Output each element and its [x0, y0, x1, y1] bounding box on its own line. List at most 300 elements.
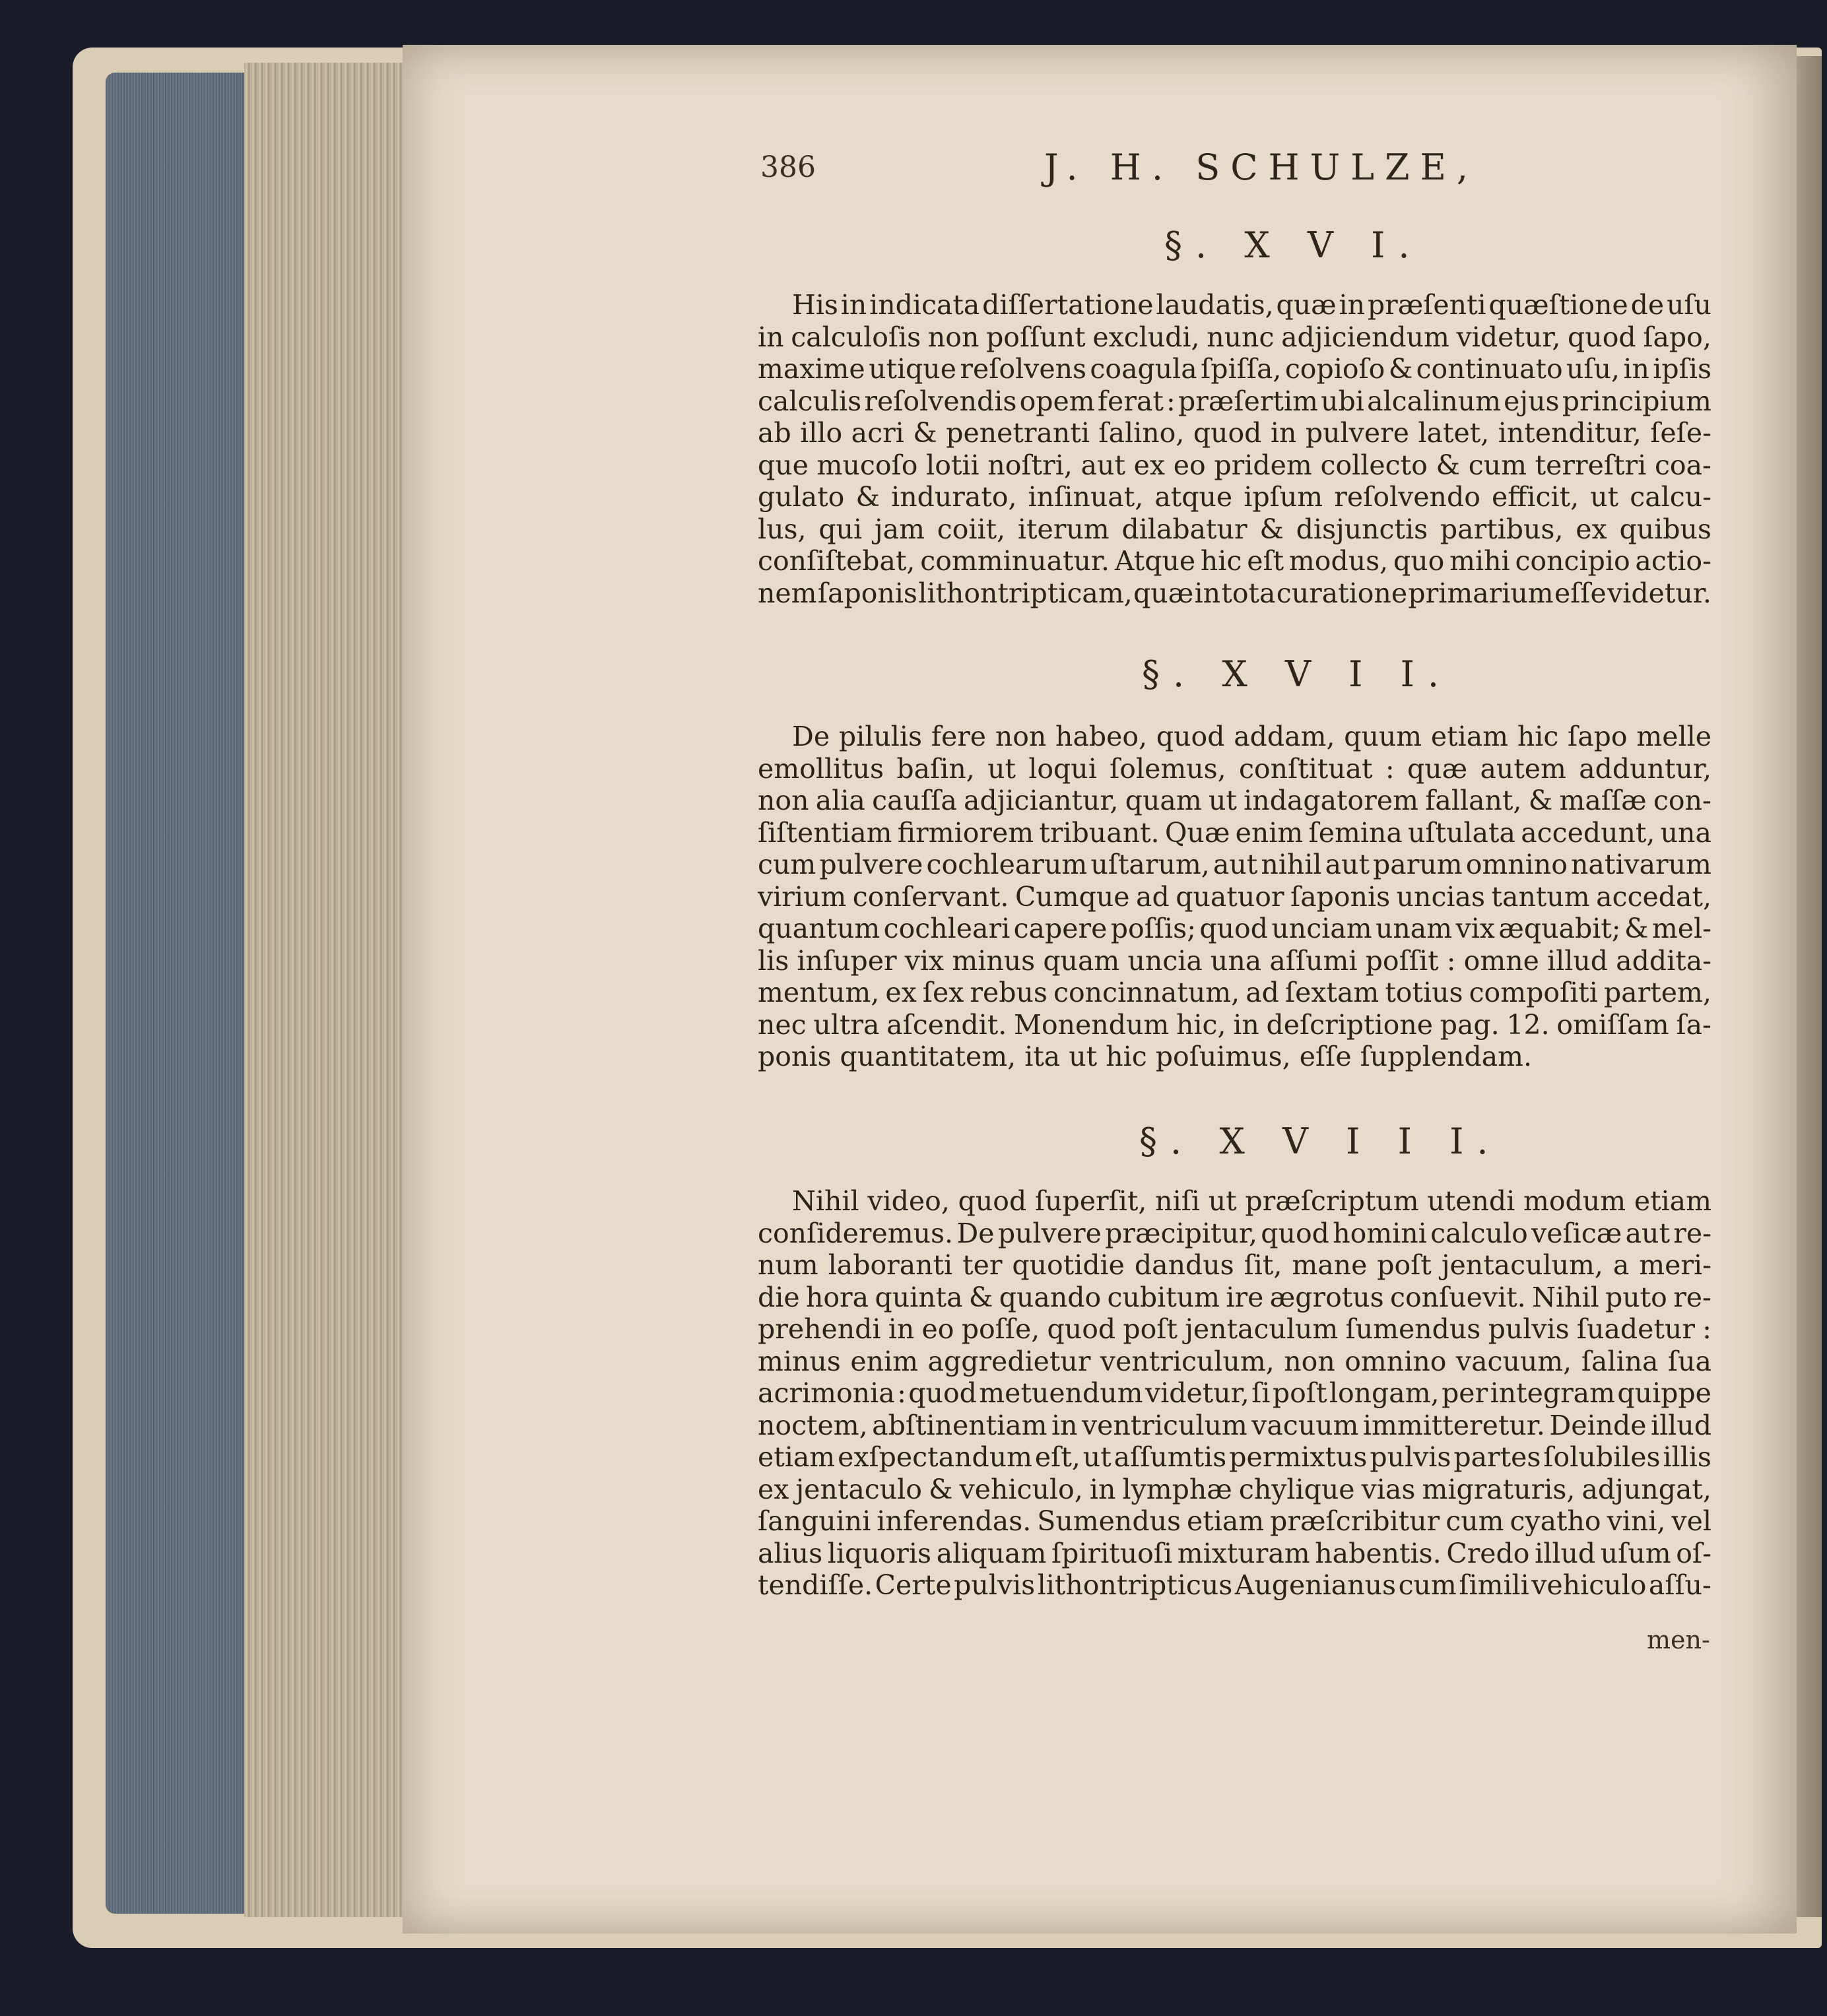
text-line: [758, 1538, 1711, 1570]
text-line: [758, 289, 1711, 321]
word: His: [792, 289, 838, 321]
word: minus: [758, 1345, 841, 1377]
word: Nihil: [792, 1185, 859, 1217]
word: ſalina: [1581, 1345, 1659, 1377]
word: præſertim: [1178, 385, 1318, 417]
word: num: [758, 1249, 818, 1281]
word: ut: [1208, 1185, 1237, 1217]
word: vehiculo: [1531, 1569, 1647, 1601]
word: uſu,: [1566, 353, 1620, 385]
word: quam: [1043, 944, 1120, 977]
word: addam,: [1234, 721, 1335, 752]
word: vix: [1455, 913, 1495, 944]
section-text-xvii: [758, 721, 1711, 1073]
word: mel-: [1651, 913, 1711, 944]
word: mane: [1292, 1249, 1368, 1281]
word: 12.: [1506, 1008, 1550, 1041]
word: aſcendit.: [886, 1008, 1007, 1041]
word: omne: [1463, 944, 1539, 977]
word: penetranti: [946, 417, 1090, 449]
word: ſumendus: [1345, 1313, 1481, 1345]
word: præſcribitur: [1270, 1505, 1440, 1537]
word: in: [1233, 1008, 1259, 1041]
word: ferat: [1097, 385, 1164, 417]
word: ut: [1590, 481, 1619, 513]
word: eſſe: [1554, 577, 1607, 609]
word: quibus: [1619, 513, 1711, 545]
word: coa-: [1654, 449, 1711, 481]
word: indagatorem: [1244, 785, 1418, 816]
word: aggredietur: [927, 1345, 1091, 1377]
word: pulvere: [819, 849, 923, 880]
word: Sumendus: [1037, 1505, 1181, 1537]
word: abſtinentiam: [872, 1409, 1047, 1441]
page-edges-light: [244, 63, 403, 1917]
word: Credo: [1446, 1537, 1530, 1569]
word: quod: [1047, 1313, 1116, 1345]
word: ſaponis: [1290, 880, 1391, 913]
word: cochlearum: [926, 849, 1088, 880]
word: integram: [1490, 1377, 1616, 1409]
word: &: [1624, 913, 1649, 944]
word: unam: [1376, 913, 1453, 944]
word: ipſis: [1653, 353, 1711, 385]
word: &: [968, 1281, 993, 1313]
word: adduntur,: [1579, 752, 1711, 785]
word: æquabit;: [1498, 913, 1621, 944]
word: coiit,: [937, 513, 1006, 545]
word: enim: [1235, 816, 1304, 849]
word: poſt: [1272, 1377, 1327, 1409]
word: tantum: [1491, 880, 1590, 913]
word: deſcriptione: [1266, 1008, 1433, 1041]
word: ex: [758, 1473, 789, 1505]
text-line: [758, 417, 1711, 449]
word: fallant,: [1425, 785, 1522, 816]
word: lus,: [758, 513, 807, 545]
word: quum: [1344, 721, 1422, 752]
word: maſſæ: [1559, 785, 1647, 816]
word: pilulis: [838, 721, 923, 752]
word: continuato: [1416, 353, 1563, 385]
word: migraturis,: [1422, 1473, 1576, 1505]
word: jentaculum: [1185, 1313, 1339, 1345]
word: ultra: [813, 1008, 880, 1041]
word: indurato,: [891, 481, 1017, 513]
word: in: [1089, 1473, 1116, 1505]
word: calculo: [1430, 1217, 1528, 1249]
word: ſpirituoſi: [1051, 1537, 1173, 1569]
word: cum: [1445, 1505, 1504, 1537]
word: quam: [1125, 785, 1202, 816]
word: præcipitur,: [1105, 1217, 1257, 1249]
word: :: [897, 1377, 906, 1409]
word: cubitum: [1107, 1281, 1220, 1313]
word: vacuum,: [1455, 1345, 1572, 1377]
word: ſextam: [1284, 977, 1379, 1008]
text-line: [758, 849, 1711, 881]
word: :: [1385, 752, 1395, 785]
word: concinnatum,: [1053, 977, 1240, 1008]
word: ut: [1082, 1441, 1112, 1473]
word: per: [1442, 1377, 1488, 1409]
word: ſit,: [1244, 1249, 1282, 1281]
word: autem: [1480, 752, 1566, 785]
word: uſum: [1600, 1537, 1671, 1569]
word: in: [1339, 289, 1366, 321]
text-line: [758, 785, 1711, 817]
word: acri: [851, 417, 904, 449]
word: conſideremus.: [758, 1217, 954, 1249]
word: poſſunt: [986, 321, 1086, 353]
word: cauſſa: [872, 785, 957, 816]
word: mihi: [1449, 545, 1510, 577]
word: ſolubiles: [1543, 1441, 1661, 1473]
word: immitteretur.: [1362, 1409, 1545, 1441]
word: video,: [867, 1185, 950, 1217]
text-line: [758, 1185, 1711, 1218]
word: illud: [1547, 944, 1609, 977]
word: vias: [1361, 1473, 1416, 1505]
word: emollitus: [758, 752, 884, 785]
word: jam: [874, 513, 925, 545]
word: uncia: [1127, 944, 1203, 977]
word: modum: [1523, 1185, 1626, 1217]
word: a: [1612, 1249, 1630, 1281]
word: quo: [1393, 545, 1445, 577]
word: ſua: [1667, 1345, 1711, 1377]
text-line: [758, 1410, 1711, 1442]
text-line: [758, 881, 1711, 913]
word: opem: [1019, 385, 1095, 417]
word: quotidie: [1012, 1249, 1125, 1281]
word: ut: [987, 752, 1016, 785]
word: ire: [1226, 1281, 1264, 1313]
word: videtur,: [1145, 1377, 1249, 1409]
word: partibus,: [1440, 513, 1564, 545]
word: ſi: [1251, 1377, 1271, 1409]
word: actio-: [1635, 545, 1711, 577]
word: non: [995, 721, 1047, 752]
word: conſuevit.: [1390, 1281, 1526, 1313]
word: adjungat,: [1581, 1473, 1711, 1505]
word: que: [758, 449, 809, 481]
word: vehiculo,: [959, 1473, 1083, 1505]
word: lis: [758, 944, 789, 977]
word: in: [758, 321, 784, 353]
word: efficit,: [1492, 481, 1579, 513]
word: enim: [850, 1345, 919, 1377]
word: dilabatur: [1121, 513, 1247, 545]
word: pulvis: [954, 1569, 1036, 1601]
word: minus: [952, 944, 1036, 977]
word: omiſſam: [1556, 1008, 1669, 1041]
section-text-xviii: [758, 1185, 1711, 1602]
word: una: [1210, 944, 1262, 977]
word: homini: [1333, 1217, 1427, 1249]
word: præſcriptum: [1245, 1185, 1419, 1217]
word: tribuant.: [1039, 816, 1160, 849]
word: oſ-: [1676, 1537, 1711, 1569]
word: ſalino,: [1098, 417, 1185, 449]
word: quod: [1199, 913, 1268, 944]
word: exſpectandum: [838, 1441, 1032, 1473]
word: diſſertatione: [982, 289, 1154, 321]
word: niſi: [1155, 1185, 1200, 1217]
text-line: [758, 1313, 1711, 1346]
word: laudatis,: [1156, 289, 1274, 321]
word: ſapo: [1568, 721, 1628, 752]
word: quinta: [875, 1281, 963, 1313]
word: copioſo: [1284, 353, 1385, 385]
word: ſanguini: [758, 1505, 871, 1537]
word: &: [1388, 353, 1413, 385]
word: reſolvendis: [864, 385, 1017, 417]
word: quando: [999, 1281, 1102, 1313]
word: pulvis: [1488, 1313, 1570, 1345]
word: eſt,: [1034, 1441, 1080, 1473]
word: coagula: [1090, 353, 1197, 385]
word: poſſis;: [1110, 913, 1197, 944]
word: Deinde: [1549, 1409, 1647, 1441]
word: mixturam: [1177, 1537, 1310, 1569]
word: Certe: [875, 1569, 952, 1601]
word: latet,: [1418, 417, 1490, 449]
section-text-xvi: [758, 289, 1711, 609]
word: :: [1446, 944, 1456, 977]
word: aliquam: [936, 1537, 1047, 1569]
word: Atque: [1114, 545, 1196, 577]
word: inſinuat,: [1028, 481, 1144, 513]
word: non: [927, 321, 980, 353]
word: jentaculum,: [1441, 1249, 1603, 1281]
text-line: [758, 1009, 1711, 1041]
word: permixtus: [1229, 1441, 1368, 1473]
word: alcalinum: [1367, 385, 1501, 417]
word: lithontripticus: [1037, 1569, 1233, 1601]
word: conſervant.: [852, 880, 1009, 913]
running-head: [760, 146, 1734, 197]
word: reſolvendo: [1334, 481, 1480, 513]
word: nunc: [1207, 321, 1275, 353]
word: indicata: [869, 289, 980, 321]
word: non: [1284, 1345, 1335, 1377]
text-line: [758, 1505, 1711, 1538]
word: meri-: [1639, 1249, 1711, 1281]
word: ad: [1136, 880, 1170, 913]
word: uſtulata: [1408, 816, 1515, 849]
text-line: [758, 977, 1711, 1009]
word: :: [1702, 1313, 1711, 1345]
word: quæſtione: [1488, 289, 1628, 321]
word: quod: [1261, 1217, 1329, 1249]
word: &: [929, 1473, 953, 1505]
text-line: [758, 913, 1711, 945]
word: præſenti: [1367, 289, 1486, 321]
word: loqui: [1028, 752, 1097, 785]
word: ter: [962, 1249, 1003, 1281]
word: quod: [958, 1185, 1027, 1217]
word: intenditur,: [1498, 417, 1642, 449]
page-number: 386: [760, 150, 816, 184]
word: nativarum: [1571, 849, 1711, 880]
word: Augenianus: [1234, 1569, 1397, 1601]
word: gulato: [758, 481, 845, 513]
word: adjiciendum: [1281, 321, 1449, 353]
word: ex: [1133, 449, 1166, 481]
word: aſſumtis: [1113, 1441, 1227, 1473]
word: aſſumi: [1269, 944, 1358, 977]
word: ad: [1246, 977, 1279, 1008]
word: partes: [1453, 1441, 1541, 1473]
word: primarium: [1408, 577, 1554, 609]
word: lithontripticam,: [918, 577, 1133, 609]
word: Cumque: [1014, 880, 1130, 913]
word: firmiorem: [897, 816, 1034, 849]
word: concipio: [1515, 545, 1630, 577]
word: quod: [1156, 721, 1225, 752]
word: ipſum: [1244, 481, 1323, 513]
word: aut: [1080, 449, 1125, 481]
text-line: [758, 513, 1711, 546]
section-heading-xviii: §. X V I I I.: [1139, 1121, 1502, 1162]
word: collecto: [1320, 449, 1428, 481]
word: prehendi: [758, 1313, 881, 1345]
word: conſtituat: [1238, 752, 1373, 785]
word: principium: [1562, 385, 1711, 417]
word: nihil: [1261, 849, 1322, 880]
text-line: [758, 1282, 1711, 1314]
word: vix: [904, 944, 945, 977]
text-line: [758, 577, 1711, 610]
word: De: [956, 1217, 995, 1249]
word: accedat,: [1596, 880, 1711, 913]
word: Nihil: [1532, 1281, 1599, 1313]
word: atque: [1154, 481, 1233, 513]
word: ſeſe-: [1650, 417, 1711, 449]
word: in: [1194, 577, 1221, 609]
word: etiam: [1187, 1505, 1265, 1537]
word: De: [792, 721, 830, 752]
word: accedunt,: [1521, 816, 1655, 849]
word: &: [855, 481, 880, 513]
word: non: [758, 785, 809, 816]
word: &: [1259, 513, 1284, 545]
word: lotii: [926, 449, 980, 481]
word: poſt: [1123, 1313, 1178, 1345]
word: maxime: [758, 353, 865, 385]
word: compoſiti: [1469, 977, 1598, 1008]
word: rebus: [970, 977, 1047, 1008]
word: jentaculo: [795, 1473, 922, 1505]
catchword: men-: [1647, 1625, 1710, 1654]
word: pulvis: [1370, 1441, 1451, 1473]
word: pulvere: [997, 1217, 1102, 1249]
word: uſtarum,: [1090, 849, 1210, 880]
word: calculoſis: [791, 321, 921, 353]
word: Monendum: [1013, 1008, 1170, 1041]
word: quæ: [1133, 577, 1194, 609]
word: inſuper: [797, 944, 897, 977]
word: uncias: [1396, 880, 1486, 913]
word: etiam: [1634, 1185, 1711, 1217]
word: in: [840, 289, 867, 321]
word: quæ: [1276, 289, 1337, 321]
word: hic,: [1176, 1008, 1226, 1041]
word: hic: [1200, 545, 1242, 577]
word: ſaponis: [817, 577, 917, 609]
word: eo: [921, 1313, 954, 1345]
word: utique: [869, 353, 956, 385]
text-line: [758, 545, 1711, 577]
word: ſiſtentiam: [758, 816, 892, 849]
text-line: [758, 1249, 1711, 1282]
word: veſicæ: [1531, 1217, 1622, 1249]
word: calcu-: [1630, 481, 1711, 513]
word: ſuperſit,: [1034, 1185, 1147, 1217]
word: totius: [1385, 977, 1463, 1008]
section-heading-xvi: §. X V I.: [1164, 224, 1423, 266]
word: reſolvens: [960, 353, 1087, 385]
word: mentum,: [758, 977, 880, 1008]
word: quatuor: [1176, 880, 1284, 913]
word: de: [1630, 289, 1665, 321]
word: eo: [1173, 449, 1206, 481]
word: illis: [1663, 1441, 1711, 1473]
word: tota: [1221, 577, 1276, 609]
word: cum: [758, 849, 816, 880]
text-line: [758, 753, 1711, 785]
word: poſt: [1377, 1249, 1432, 1281]
word: excludi,: [1092, 321, 1200, 353]
word: quod: [1193, 417, 1262, 449]
word: curatione: [1276, 577, 1408, 609]
word: calculis: [758, 385, 862, 417]
text-line: [758, 817, 1711, 849]
text-line: [758, 1569, 1711, 1602]
word: in: [1623, 353, 1649, 385]
word: videtur.: [1607, 577, 1711, 609]
text-line: [758, 321, 1711, 354]
word: melle: [1636, 721, 1711, 752]
word: &: [913, 417, 937, 449]
word: ubi: [1321, 385, 1364, 417]
word: unciam: [1271, 913, 1372, 944]
word: vacuum: [1251, 1409, 1359, 1441]
word: ægrotus: [1269, 1281, 1384, 1313]
word: ab: [758, 417, 791, 449]
text-line: [758, 385, 1711, 418]
word: ex: [1576, 513, 1607, 545]
word: ſuadetur: [1576, 1313, 1695, 1345]
word: in: [1051, 1409, 1078, 1441]
section-heading-xvii: §. X V I I.: [1142, 653, 1453, 695]
text-line: ponis quantitatem, ita ut hic poſuimus, eſſe ſupplendam.: [758, 1041, 1533, 1072]
word: addita-: [1616, 944, 1711, 977]
word: &: [1528, 785, 1553, 816]
word: :: [1166, 385, 1176, 417]
text-line: [758, 1377, 1711, 1410]
word: videtur,: [1456, 321, 1561, 353]
word: &: [1436, 449, 1460, 481]
word: re-: [1673, 1281, 1711, 1313]
word: eſt: [1247, 545, 1284, 577]
word: liquoris: [827, 1537, 932, 1569]
text-line: [758, 1218, 1711, 1250]
word: alius: [758, 1537, 823, 1569]
word: ſa-: [1676, 1008, 1711, 1041]
word: illo: [800, 417, 843, 449]
